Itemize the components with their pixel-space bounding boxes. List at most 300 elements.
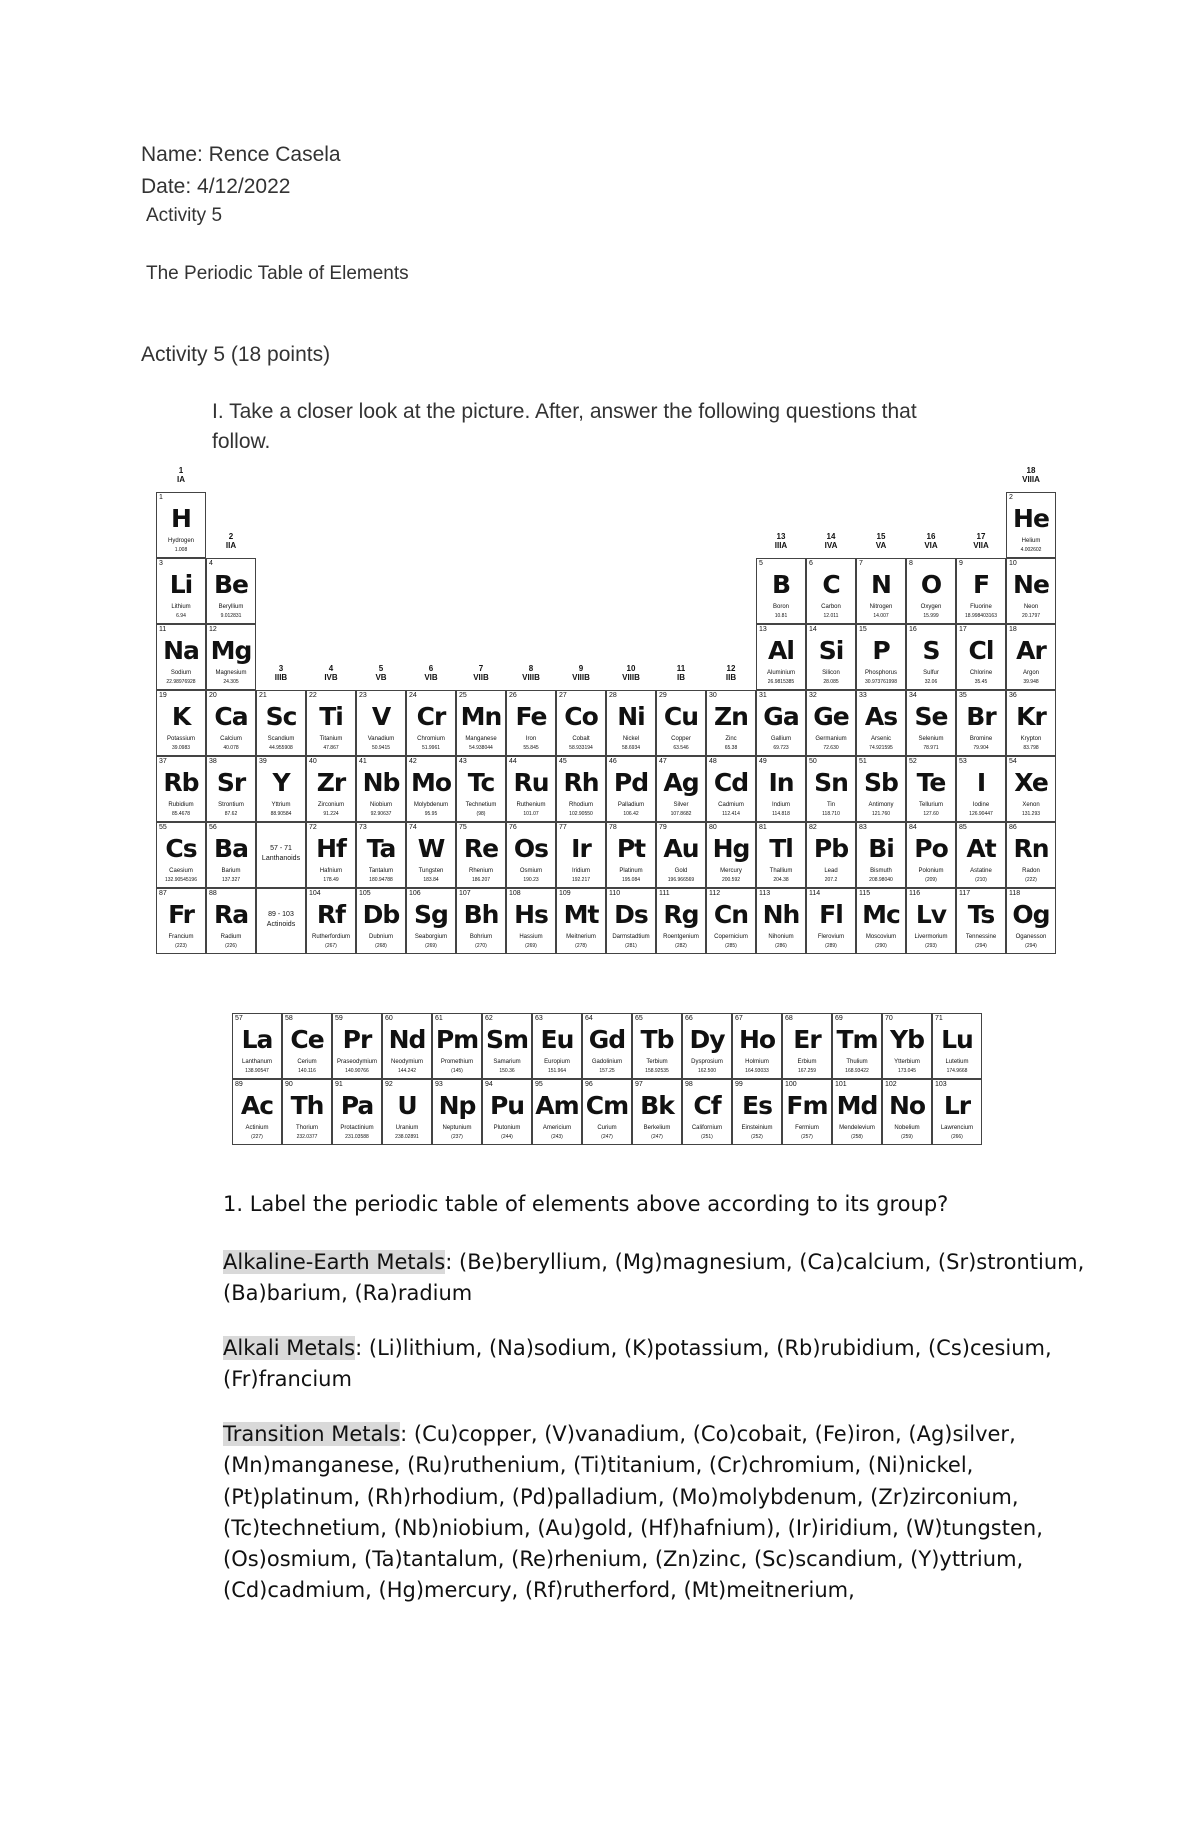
atomic-mass: 12.011 [823, 613, 839, 619]
atomic-mass: (278) [575, 943, 587, 949]
element-symbol: Md [836, 1091, 878, 1120]
group-header-10 [606, 664, 656, 682]
element-symbol: P [872, 636, 890, 665]
element-symbol: Li [169, 570, 193, 599]
element-symbol: Pt [616, 834, 646, 863]
atomic-mass: (223) [175, 943, 187, 949]
atomic-number: 90 [285, 1081, 293, 1088]
answer-label-transition: Transition Metals [223, 1422, 401, 1446]
element-name: Tennessine [965, 934, 997, 940]
document-title: The Periodic Table of Elements [146, 263, 409, 284]
atomic-mass: (282) [675, 943, 687, 949]
element-se [906, 690, 956, 756]
atomic-number: 72 [309, 824, 317, 831]
atomic-mass: 140.116 [298, 1068, 316, 1074]
atomic-number: 1 [159, 494, 163, 501]
element-name: Helium [1021, 538, 1041, 544]
atomic-number: 79 [659, 824, 667, 831]
instruction-line-2: follow. [212, 430, 271, 453]
element-symbol: Pa [340, 1091, 374, 1120]
atomic-number: 47 [659, 758, 667, 765]
element-symbol: Cu [663, 702, 699, 731]
element-symbol: Cr [416, 702, 446, 731]
atomic-number: 97 [635, 1081, 643, 1088]
atomic-number: 31 [759, 692, 767, 699]
atomic-number: 4 [209, 560, 213, 567]
element-symbol: O [920, 570, 942, 599]
element-cu [656, 690, 706, 756]
element-lr [932, 1079, 982, 1145]
atomic-mass: (226) [225, 943, 237, 949]
atomic-mass: 78.971 [923, 745, 939, 751]
atomic-mass: (244) [501, 1134, 513, 1140]
atomic-mass: 28.085 [823, 679, 839, 685]
atomic-mass: 183.84 [423, 877, 439, 883]
element-symbol: Rb [163, 768, 199, 797]
element-symbol: H [171, 504, 191, 533]
element-cd [706, 756, 756, 822]
element-name: Rubidium [168, 802, 194, 808]
element-name: Phosphorus [864, 670, 898, 676]
group-roman: VIB [424, 673, 438, 682]
atomic-mass: (259) [901, 1134, 913, 1140]
element-zr [306, 756, 356, 822]
atomic-number: 11 [159, 626, 167, 633]
atomic-number: 49 [759, 758, 767, 765]
atomic-number: 52 [909, 758, 917, 765]
group-header-1 [156, 466, 206, 484]
element-name: Radium [220, 934, 242, 940]
element-name: Tin [826, 802, 836, 808]
element-name: Technetium [465, 802, 497, 808]
atomic-number: 107 [459, 890, 471, 897]
element-mo [406, 756, 456, 822]
element-name: Darmstadtium [612, 934, 650, 940]
atomic-mass: 144.242 [397, 1068, 417, 1074]
atomic-mass: 106.42 [623, 811, 639, 817]
atomic-number: 2 [1009, 494, 1013, 501]
element-as [856, 690, 906, 756]
atomic-mass: (247) [651, 1134, 663, 1140]
element-name: Rhodium [568, 802, 593, 808]
element-name: Xenon [1022, 802, 1040, 808]
element-cm [582, 1079, 632, 1145]
element-name: Berkelium [643, 1125, 671, 1131]
question-1: 1. Label the periodic table of elements above according to its group? [223, 1192, 949, 1216]
element-symbol: Ta [366, 834, 396, 863]
placeholder-label: Actinoids [266, 921, 296, 928]
element-pt [606, 822, 656, 888]
atomic-mass: 190.23 [523, 877, 539, 883]
element-name: Polonium [918, 868, 944, 874]
element-name: Ytterbium [894, 1059, 920, 1065]
element-name: Thorium [295, 1125, 318, 1131]
atomic-number: 66 [685, 1015, 693, 1022]
group-header-11 [656, 664, 706, 682]
element-ba [206, 822, 256, 888]
element-name: Chromium [417, 736, 445, 742]
atomic-mass: 231.03588 [345, 1134, 369, 1140]
atomic-mass: 173.045 [897, 1068, 917, 1074]
element-name: Plutonium [493, 1125, 521, 1131]
atomic-number: 10 [1009, 560, 1017, 567]
atomic-mass: 47.867 [323, 745, 339, 751]
atomic-number: 16 [909, 626, 917, 633]
element-symbol: W [417, 834, 445, 863]
atomic-mass: (281) [625, 943, 637, 949]
element-sm [482, 1013, 532, 1079]
element-name: Yttrium [271, 802, 291, 808]
element-v [356, 690, 406, 756]
element-name: Silver [673, 802, 689, 808]
element-symbol: Es [742, 1091, 772, 1120]
atomic-mass: (266) [951, 1134, 963, 1140]
element-ta [356, 822, 406, 888]
element-o [906, 558, 956, 624]
atomic-number: 111 [659, 890, 670, 897]
element-symbol: Rf [316, 900, 346, 929]
element-bi [856, 822, 906, 888]
atomic-number: 56 [209, 824, 217, 831]
element-symbol: Lv [915, 900, 947, 929]
element-symbol: Ho [738, 1025, 776, 1054]
element-symbol: Mc [862, 900, 900, 929]
atomic-mass: 132.90545196 [165, 877, 197, 883]
element-name: Germanium [815, 736, 847, 742]
atomic-number: 84 [909, 824, 917, 831]
atomic-mass: 126.90447 [969, 811, 993, 817]
atomic-number: 95 [535, 1081, 543, 1088]
element-name: Nitrogen [869, 604, 893, 610]
atomic-mass: 51.9961 [421, 745, 441, 751]
element-symbol: Sr [216, 768, 246, 797]
atomic-number: 40 [309, 758, 317, 765]
element-symbol: B [771, 570, 791, 599]
atomic-number: 85 [959, 824, 967, 831]
atomic-number: 29 [659, 692, 667, 699]
element-la [232, 1013, 282, 1079]
element-hs [506, 888, 556, 954]
atomic-number: 82 [809, 824, 817, 831]
element-symbol: K [171, 702, 191, 731]
atomic-number: 32 [809, 692, 817, 699]
element-th [282, 1079, 332, 1145]
element-symbol: Y [272, 768, 290, 797]
element-name: Molybdenum [413, 802, 449, 808]
element-rg [656, 888, 706, 954]
atomic-number: 34 [909, 692, 917, 699]
element-symbol: Po [914, 834, 948, 863]
group-header-17 [956, 532, 1006, 550]
element-kr [1006, 690, 1056, 756]
element-name: Curium [597, 1125, 617, 1131]
atomic-mass: 39.948 [1023, 679, 1039, 685]
element-name: Tungsten [418, 868, 444, 874]
element-tm [832, 1013, 882, 1079]
element-name: Rutherfordium [311, 934, 350, 940]
element-tc [456, 756, 506, 822]
atomic-mass: 54.938044 [469, 745, 493, 751]
element-fe [506, 690, 556, 756]
element-at [956, 822, 1006, 888]
element-symbol: S [922, 636, 940, 665]
atomic-mass: (286) [775, 943, 787, 949]
atomic-number: 115 [859, 890, 871, 897]
atomic-mass: 74.921595 [869, 745, 893, 751]
element-name: Strontium [218, 802, 244, 808]
atomic-number: 78 [609, 824, 617, 831]
atomic-mass: 127.60 [923, 811, 939, 817]
atomic-mass: 192.217 [571, 877, 591, 883]
element-name: Meitnerium [566, 934, 596, 940]
group-number: 7 [478, 664, 484, 673]
atomic-mass: 22.98976928 [166, 679, 196, 685]
element-au [656, 822, 706, 888]
element-name: Thulium [846, 1059, 868, 1065]
atomic-number: 100 [785, 1081, 797, 1088]
element-name: Lead [824, 868, 838, 874]
element-symbol: Ac [240, 1091, 274, 1120]
element-symbol: Rg [663, 900, 699, 929]
atomic-number: 54 [1009, 758, 1017, 765]
atomic-number: 86 [1009, 824, 1017, 831]
element-name: Nobelium [894, 1125, 920, 1131]
element-symbol: Np [438, 1091, 476, 1120]
group-roman: VIIIB [572, 673, 590, 682]
group-roman: VIIB [473, 673, 489, 682]
element-symbol: Sb [864, 768, 898, 797]
atomic-mass: (258) [851, 1134, 863, 1140]
element-name: Iridium [571, 868, 590, 874]
element-symbol: Ne [1013, 570, 1049, 599]
element-name: Aluminium [766, 670, 795, 676]
element-symbol: Ti [319, 702, 343, 731]
atomic-number: 38 [209, 758, 217, 765]
element-symbol: Ga [763, 702, 799, 731]
element-sc [256, 690, 306, 756]
group-number: 4 [328, 664, 334, 673]
element-cs [156, 822, 206, 888]
element-name: Livermorium [914, 934, 948, 940]
date: Date: 4/12/2022 [141, 175, 291, 198]
element-cn [706, 888, 756, 954]
atomic-mass: 92.90637 [370, 811, 392, 817]
element-s [906, 624, 956, 690]
atomic-mass: (290) [875, 943, 887, 949]
element-name: Cadmium [718, 802, 744, 808]
atomic-mass: 114.818 [772, 811, 790, 817]
atomic-number: 73 [359, 824, 367, 831]
atomic-number: 117 [959, 890, 971, 897]
atomic-number: 13 [759, 626, 767, 633]
element-pr [332, 1013, 382, 1079]
activity-label: Activity 5 [146, 205, 223, 226]
element-name: Antimony [868, 802, 894, 808]
element-h [156, 492, 206, 558]
element-nb [356, 756, 406, 822]
element-name: Beryllium [218, 604, 244, 610]
atomic-number: 103 [935, 1081, 947, 1088]
atomic-mass: 1.008 [174, 547, 188, 553]
element-name: Sodium [170, 670, 192, 676]
group-number: 13 [776, 532, 786, 541]
element-symbol: Hs [514, 900, 548, 929]
atomic-mass: 58.6934 [621, 745, 641, 751]
element-es [732, 1079, 782, 1145]
atomic-mass: 150.36 [499, 1068, 515, 1074]
element-np [432, 1079, 482, 1145]
atomic-number: 44 [509, 758, 517, 765]
atomic-mass: 238.02891 [395, 1134, 419, 1140]
element-tl [756, 822, 806, 888]
answer-text-alkali: : (Li)lithium, (Na)sodium, (K)potassium, (Rb)rubidium, (Cs)cesium, (Fr)francium [223, 1336, 1052, 1392]
element-symbol: Fr [168, 900, 194, 929]
element-name: Moscovium [865, 934, 897, 940]
element-mg [206, 624, 256, 690]
element-symbol: Mn [460, 702, 502, 731]
element-name: Palladium [617, 802, 645, 808]
atomic-mass: (289) [825, 943, 837, 949]
element-symbol: No [888, 1091, 926, 1120]
answer-alkali [223, 1333, 1103, 1396]
atomic-mass: 118.710 [822, 811, 840, 817]
element-er [782, 1013, 832, 1079]
atomic-mass: 151.964 [547, 1068, 567, 1074]
atomic-number: 51 [859, 758, 867, 765]
element-name: Neodymium [390, 1059, 423, 1065]
element-gd [582, 1013, 632, 1079]
element-symbol: Pu [489, 1091, 525, 1120]
element-pd [606, 756, 656, 822]
answer-label-alkali: Alkali Metals [223, 1336, 356, 1360]
atomic-number: 92 [385, 1081, 393, 1088]
element-al [756, 624, 806, 690]
atomic-mass: 55.845 [523, 745, 539, 751]
atomic-number: 12 [209, 626, 217, 633]
atomic-mass: 20.1797 [1021, 613, 1041, 619]
group-roman: VIIIB [622, 673, 640, 682]
element-ca [206, 690, 256, 756]
element-symbol: Ds [614, 900, 648, 929]
atomic-number: 101 [835, 1081, 847, 1088]
group-number: 5 [378, 664, 384, 673]
element-name: Silicon [822, 670, 840, 676]
element-symbol: Cs [165, 834, 197, 863]
element-name: Tellurium [918, 802, 943, 808]
atomic-mass: 18.998403163 [965, 613, 997, 619]
element-symbol: Ge [813, 702, 849, 731]
element-pm [432, 1013, 482, 1079]
element-in [756, 756, 806, 822]
element-symbol: Tc [467, 768, 495, 797]
element-symbol: Sn [814, 768, 848, 797]
element-name: Terbium [646, 1059, 668, 1065]
group-roman: VB [375, 673, 387, 682]
atomic-mass: (267) [325, 943, 337, 949]
element-symbol: Nd [388, 1025, 426, 1054]
atomic-number: 114 [809, 890, 821, 897]
atomic-mass: (293) [925, 943, 937, 949]
element-symbol: At [966, 834, 996, 863]
atomic-mass: (227) [251, 1134, 263, 1140]
element-zn [706, 690, 756, 756]
element-name: Dysprosium [691, 1059, 723, 1065]
element-rf [306, 888, 356, 954]
element-name: Europium [544, 1059, 570, 1065]
element-name: Protactinium [340, 1125, 374, 1131]
element-be [206, 558, 256, 624]
element-symbol: Cd [713, 768, 749, 797]
element-li [156, 558, 206, 624]
element-co [556, 690, 606, 756]
element-name: Calcium [220, 736, 242, 742]
atomic-mass: 158.92535 [645, 1068, 669, 1074]
atomic-number: 53 [959, 758, 967, 765]
atomic-number: 30 [709, 692, 717, 699]
atomic-number: 35 [959, 692, 967, 699]
element-symbol: Tm [836, 1025, 878, 1054]
element-name: Erbium [797, 1059, 817, 1065]
element-symbol: Lu [941, 1025, 973, 1054]
element-symbol: Ca [214, 702, 248, 731]
group-roman: IIA [225, 541, 237, 550]
answer-text-transition: : (Cu)copper, (V)vanadium, (Co)cobait, (Fe)iron, (Ag)silver, (Mn)manganese, (Ru)ruthenium, (Ti)titanium, (Cr)chromium, (Ni)nickel, (Pt)platinum, (Rh)rhodium, (Pd)palladium, (Mo)molybdenum, (Zr)zirconium, (Tc)technetium, (Nb)niobium, (Au)gold, (Hf)hafnium), (Ir)iridium, (W)tungsten, (Os)osmium, (Ta)tantalum, (Re)rhenium, (Zn)zinc, (Sc)scandium, (Y)yttrium, (Cd)cadmium, (Hg)mercury, (Rf)rutherford, (Mt)meitnerium, [223, 1422, 1043, 1603]
element-name: Caesium [169, 868, 193, 874]
element-symbol: Br [966, 702, 996, 731]
atomic-number: 96 [585, 1081, 593, 1088]
atomic-number: 3 [159, 560, 163, 567]
element-symbol: Cl [968, 636, 994, 665]
element-symbol: Au [663, 834, 699, 863]
element-db [356, 888, 406, 954]
atomic-mass: (252) [751, 1134, 763, 1140]
element-name: Cerium [297, 1059, 317, 1065]
atomic-number: 108 [509, 890, 521, 897]
atomic-number: 17 [959, 626, 967, 633]
atomic-number: 71 [935, 1015, 943, 1022]
group-roman: VIIA [973, 541, 989, 550]
element-name: Selenium [918, 736, 944, 742]
atomic-mass: 35.45 [974, 679, 988, 685]
element-symbol: As [864, 702, 898, 731]
atomic-mass: 101.07 [523, 811, 539, 817]
element-name: Neptunium [442, 1125, 472, 1131]
group-header-15 [856, 532, 906, 550]
atomic-mass: 14.007 [873, 613, 889, 619]
student-name: Name: Rence Casela [141, 143, 341, 166]
atomic-mass: 164.93033 [745, 1068, 769, 1074]
group-header-3 [256, 664, 306, 682]
group-number: 18 [1026, 466, 1036, 475]
element-name: Hydrogen [167, 538, 194, 544]
atomic-number: 24 [409, 692, 417, 699]
atomic-mass: (222) [1025, 877, 1037, 883]
element-name: Thallium [769, 868, 793, 874]
element-symbol: Ra [213, 900, 249, 929]
atomic-mass: 180.94788 [369, 877, 393, 883]
atomic-number: 65 [635, 1015, 643, 1022]
atomic-number: 50 [809, 758, 817, 765]
element-name: Radon [1022, 868, 1040, 874]
element-symbol: Pb [813, 834, 849, 863]
element-symbol: Ce [290, 1025, 324, 1054]
atomic-mass: 24.305 [223, 679, 239, 685]
atomic-mass: 32.06 [924, 679, 938, 685]
element-na [156, 624, 206, 690]
group-number: 8 [528, 664, 534, 673]
element-bk [632, 1079, 682, 1145]
element-symbol: V [371, 702, 391, 731]
